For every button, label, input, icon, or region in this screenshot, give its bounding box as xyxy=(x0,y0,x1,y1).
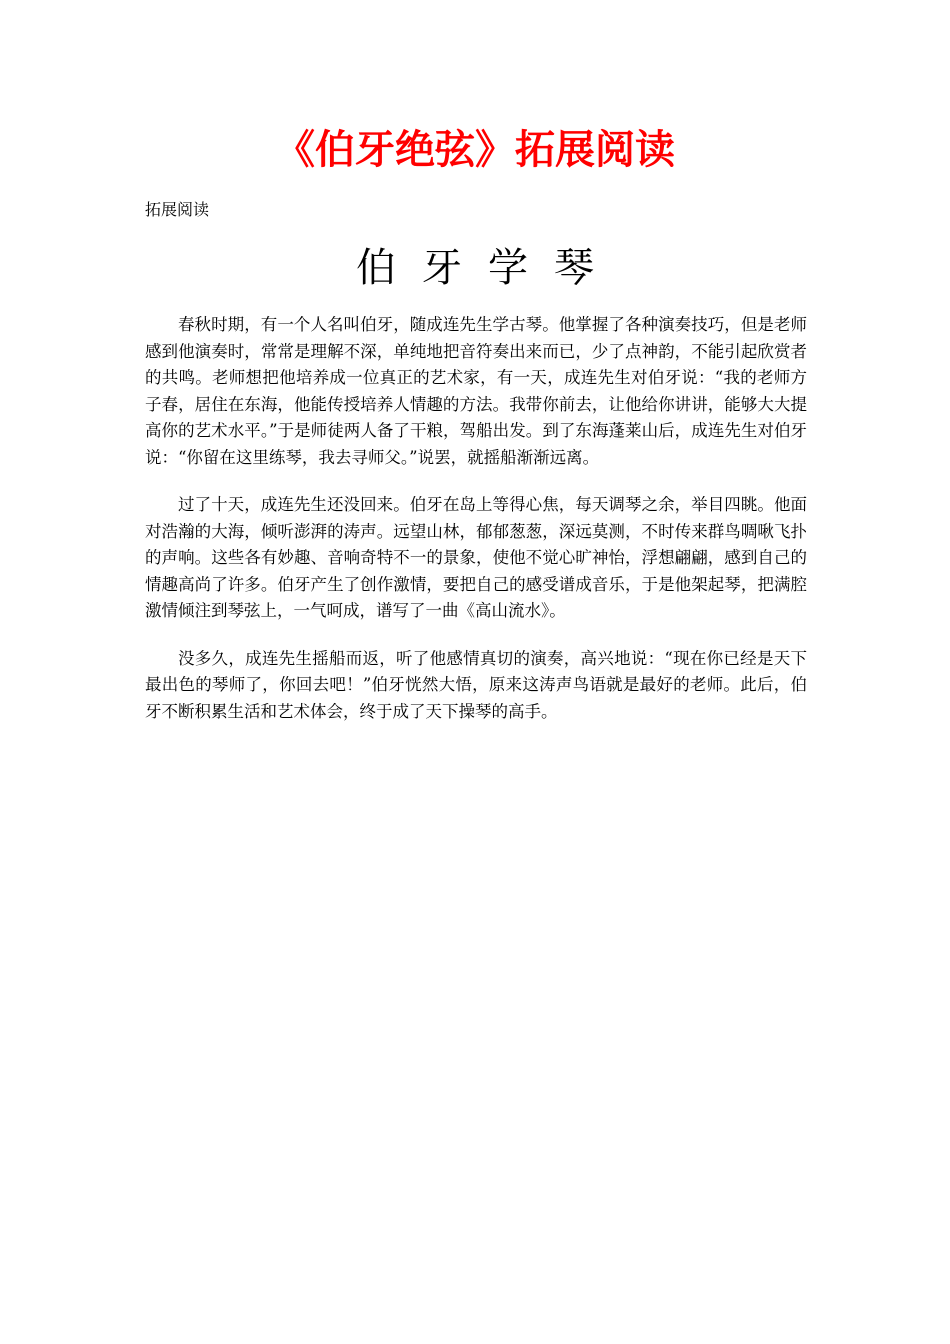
story-title: 伯牙学琴 xyxy=(356,245,620,291)
article-body xyxy=(145,312,807,746)
section-label: 拓展阅读 xyxy=(145,200,210,219)
paragraph-2: 过了十天，成连先生还没回来。伯牙在岛上等得心焦，每天调琴之余，举目四眺。他面对浩瀚的大海，倾听澎湃的涛声。远望山林，郁郁葱葱，深远莫测，不时传来群鸟啁啾飞扑的声响。这些各有妙趣、音响奇特不一的景象，使他不觉心旷神怡，浮想翩翩，感到自己的情趣高尚了许多。伯牙产生了创作激情，要把自己的感受谱成音乐，于是他架起琴，把满腔激情倾注到琴弦上，一气呵成，谱写了一曲《高山流水》。 xyxy=(145,495,807,620)
paragraph-3: 没多久，成连先生摇船而返，听了他感情真切的演奏，高兴地说：“现在你已经是天下最出色的琴师了，你回去吧！”伯牙恍然大悟，原来这涛声鸟语就是最好的老师。此后，伯牙不断积累生活和艺术体会，终于成了天下操琴的高手。 xyxy=(145,648,807,721)
document-title: 《伯牙绝弦》拓展阅读 xyxy=(275,127,675,173)
paragraph-1: 春秋时期，有一个人名叫伯牙，随成连先生学古琴。他掌握了各种演奏技巧，但是老师感到他演奏时，常常是理解不深，单纯地把音符奏出来而已，少了点神韵，不能引起欣赏者的共鸣。老师想把他培养成一位真正的艺术家，有一天，成连先生对伯牙说：“我的老师方子春，居住在东海，他能传授培养人情趣的方法。我带你前去，让他给你讲讲，能够大大提高你的艺术水平。”于是师徒两人备了干粮，驾船出发。到了东海蓬莱山后，成连先生对伯牙说：“你留在这里练琴，我去寻师父。”说罢，就摇船渐渐远离。 xyxy=(145,315,807,467)
